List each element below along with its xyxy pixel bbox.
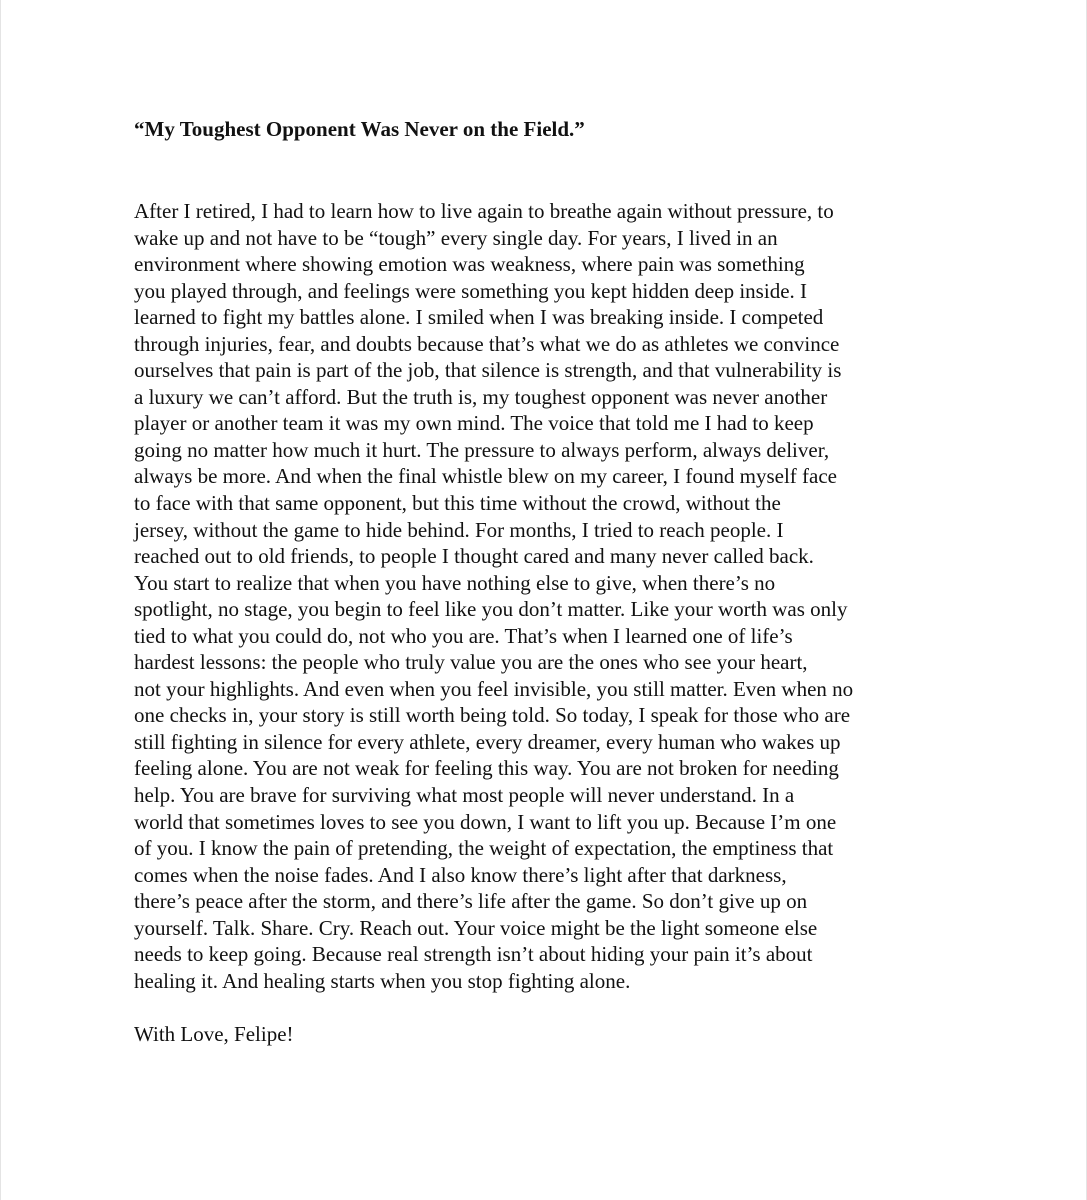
body-line: healing it. And healing starts when you stop fighting alone. (134, 968, 631, 993)
body-line: hardest lessons: the people who truly value you are the ones who see your heart, (134, 650, 808, 675)
body-line: wake up and not have to be “tough” every single day. For years, I lived in an (134, 225, 778, 250)
document-signoff: With Love, Felipe! (134, 1022, 294, 1047)
body-line: to face with that same opponent, but this time without the crowd, without the (134, 491, 781, 516)
body-line: ourselves that pain is part of the job, that silence is strength, and that vulnerability is (134, 358, 842, 383)
body-line: there’s peace after the storm, and there’s life after the game. So don’t give up on (134, 889, 808, 914)
body-line: help. You are brave for surviving what most people will never understand. In a (134, 783, 795, 808)
body-line: yourself. Talk. Share. Cry. Reach out. Your voice might be the light someone else (134, 915, 818, 940)
body-line: world that sometimes loves to see you down, I want to lift you up. Because I’m one (134, 809, 837, 834)
document-content (134, 116, 964, 1047)
body-line: not your highlights. And even when you feel invisible, you still matter. Even when no (134, 676, 854, 701)
body-line: reached out to old friends, to people I thought cared and many never called back. (134, 544, 814, 569)
body-line: through injuries, fear, and doubts because that’s what we do as athletes we convince (134, 331, 840, 356)
body-line: spotlight, no stage, you begin to feel like you don’t matter. Like your worth was only (134, 597, 848, 622)
document-title: “My Toughest Opponent Was Never on the Field.” (134, 117, 585, 141)
body-line: of you. I know the pain of pretending, the weight of expectation, the emptiness that (134, 836, 834, 861)
body-line: You start to realize that when you have nothing else to give, when there’s no (134, 570, 776, 595)
body-line: tied to what you could do, not who you are. That’s when I learned one of life’s (134, 623, 793, 648)
document-body (134, 198, 964, 994)
body-line: one checks in, your story is still worth being told. So today, I speak for those who are (134, 703, 851, 728)
body-line: feeling alone. You are not weak for feeling this way. You are not broken for needing (134, 756, 839, 781)
body-line: environment where showing emotion was weakness, where pain was something (134, 252, 805, 277)
body-line: needs to keep going. Because real strength isn’t about hiding your pain it’s about (134, 942, 813, 967)
body-line: you played through, and feelings were something you kept hidden deep inside. I (134, 278, 808, 303)
body-line: learned to fight my battles alone. I smiled when I was breaking inside. I competed (134, 305, 824, 330)
body-line: jersey, without the game to hide behind. For months, I tried to reach people. I (134, 517, 784, 542)
body-line: a luxury we can’t afford. But the truth is, my toughest opponent was never another (134, 384, 828, 409)
body-line: After I retired, I had to learn how to live again to breathe again without pressure, to (134, 199, 834, 223)
body-line: player or another team it was my own mind. The voice that told me I had to keep (134, 411, 814, 436)
body-line: always be more. And when the final whistle blew on my career, I found myself face (134, 464, 838, 489)
body-line: comes when the noise fades. And I also know there’s light after that darkness, (134, 862, 787, 887)
body-line: going no matter how much it hurt. The pressure to always perform, always deliver, (134, 437, 830, 462)
body-line: still fighting in silence for every athlete, every dreamer, every human who wakes up (134, 729, 841, 754)
